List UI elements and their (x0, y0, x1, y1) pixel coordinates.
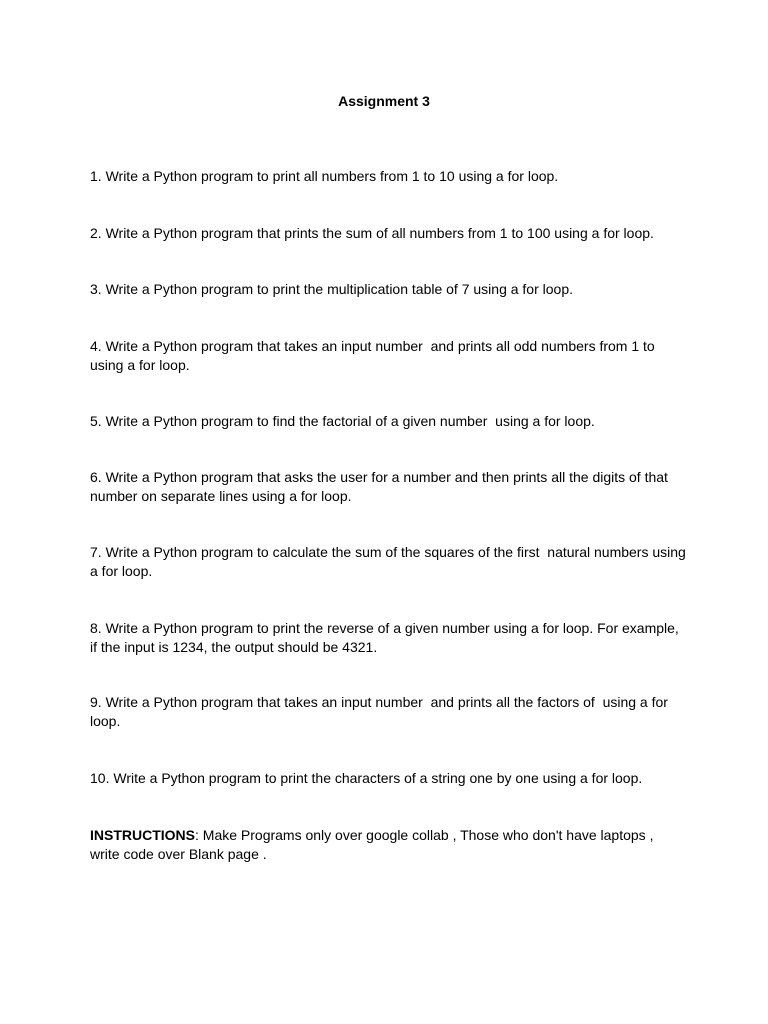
question-2: 2. Write a Python program that prints the sum of all numbers from 1 to 100 using a for loop. (90, 225, 654, 241)
question-3: 3. Write a Python program to print the multiplication table of 7 using a for loop. (90, 281, 573, 297)
question-10: 10. Write a Python program to print the characters of a string one by one using a for loop. (90, 770, 643, 786)
question-5: 5. Write a Python program to find the factorial of a given number using a for loop. (90, 413, 595, 429)
question-7: 7. Write a Python program to calculate the sum of the squares of the first natural numbers using a for loop. (90, 544, 686, 579)
instructions-label: INSTRUCTIONS (90, 827, 195, 843)
question-6: 6. Write a Python program that asks the user for a number and then prints all the digits of that number on separate lines using a for loop. (90, 469, 668, 504)
question-1: 1. Write a Python program to print all numbers from 1 to 10 using a for loop. (90, 168, 559, 184)
document-title: Assignment 3 (338, 93, 430, 109)
instructions-text: : Make Programs only over google collab , Those who don't have laptops , write code over Blank page . (90, 827, 654, 862)
instructions (90, 826, 690, 864)
question-4: 4. Write a Python program that takes an input number and prints all odd numbers from 1 to using a for loop. (90, 338, 655, 373)
question-8: 8. Write a Python program to print the reverse of a given number using a for loop. For example, if the input is 1234, the output should be 4321. (90, 620, 679, 655)
question-9: 9. Write a Python program that takes an input number and prints all the factors of using a for loop. (90, 694, 668, 729)
